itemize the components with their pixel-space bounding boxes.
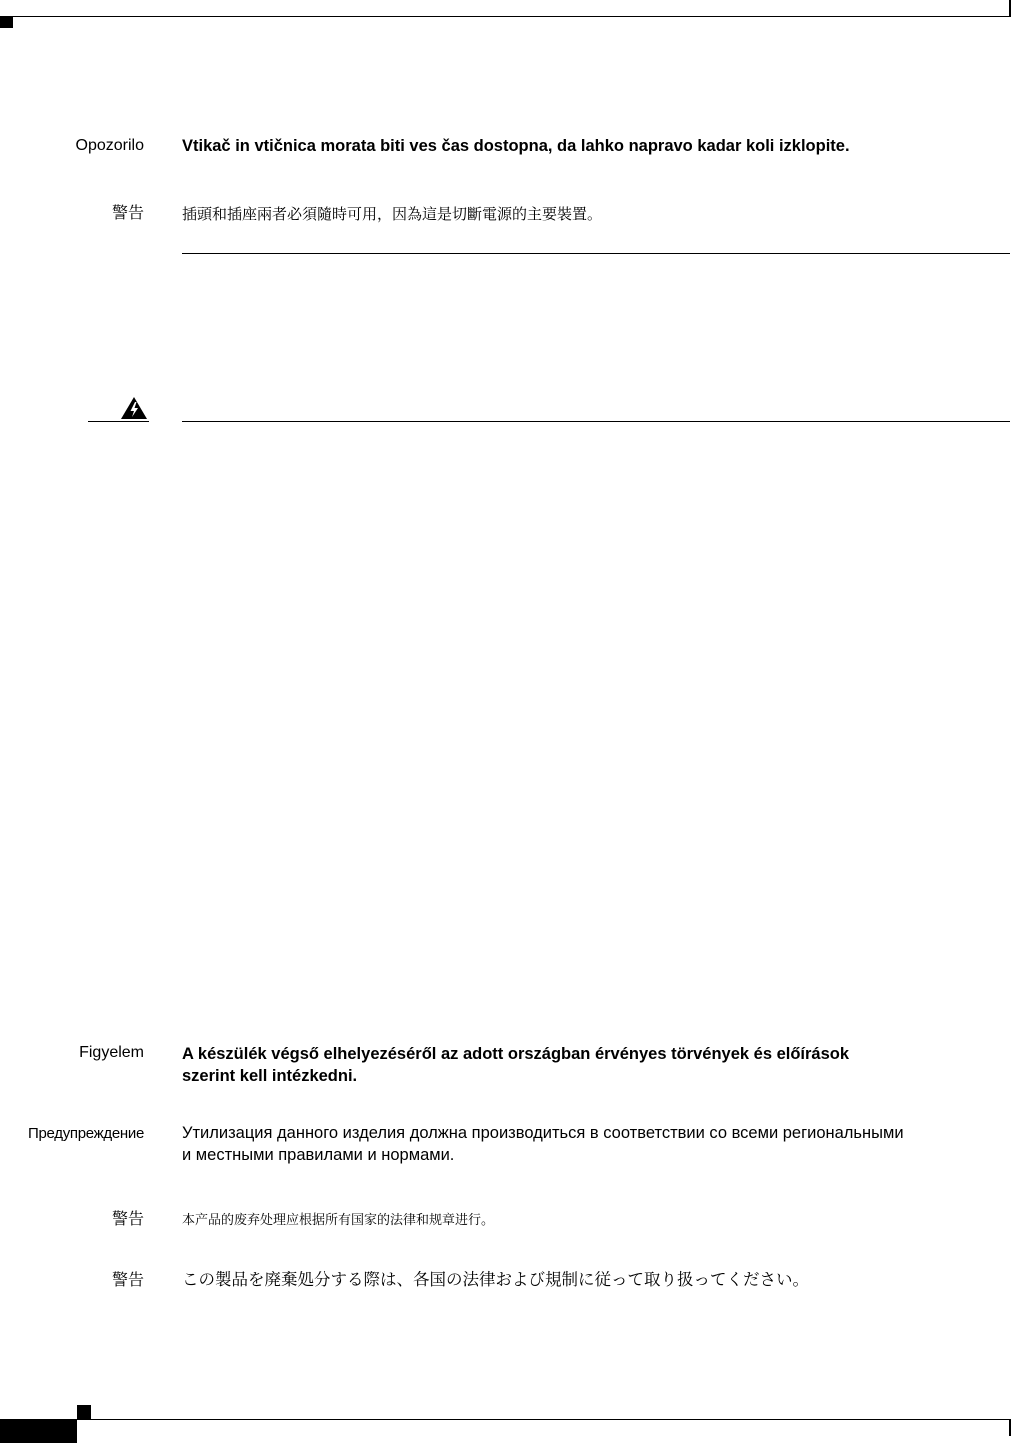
warning-section-rule xyxy=(182,421,1010,422)
warning-label-simplified-chinese: 警告 xyxy=(111,1209,144,1228)
footer-marker xyxy=(77,1405,91,1419)
header-corner-marker xyxy=(0,16,13,28)
footer-left-block xyxy=(0,1419,77,1443)
section-divider xyxy=(182,253,1010,254)
warning-text-russian-line1: Утилизация данного изделия должна производиться в соответствии со всеми региональными xyxy=(182,1124,904,1142)
warning-text-hungarian-line1: A készülék végső elhelyezéséről az adott országban érvényes törvények és előírások xyxy=(182,1045,850,1063)
header-rule xyxy=(0,16,1010,17)
warning-label-japanese: 警告 xyxy=(111,1270,144,1289)
warning-icon-rule xyxy=(88,421,149,422)
warning-text-slovenian: Vtikač in vtičnica morata biti ves čas dostopna, da lahko napravo kadar koli izklopite. xyxy=(182,137,850,155)
warning-text-simplified-chinese: 本产品的废弃处理应根据所有国家的法律和规章进行。 xyxy=(182,1213,495,1228)
header-right-tick xyxy=(1009,0,1011,17)
warning-label-hungarian: Figyelem xyxy=(79,1044,144,1061)
warning-label-russian: Предупреждение xyxy=(28,1125,144,1142)
warning-text-traditional-chinese: 插頭和插座兩者必須隨時可用，因為這是切斷電源的主要裝置。 xyxy=(182,205,603,223)
warning-label-slovenian: Opozorilo xyxy=(75,137,144,154)
warning-text-russian-line2: и местными правилами и нормами. xyxy=(182,1146,455,1164)
warning-text-japanese: この製品を廃棄処分する際は、各国の法律および規制に従って取り扱ってください。 xyxy=(182,1270,809,1289)
warning-label-traditional-chinese: 警告 xyxy=(111,203,144,222)
footer-right-tick xyxy=(1009,1419,1011,1436)
warning-lightning-icon xyxy=(118,396,150,422)
footer-rule xyxy=(77,1419,1010,1420)
warning-text-hungarian-line2: szerint kell intézkedni. xyxy=(182,1067,358,1085)
